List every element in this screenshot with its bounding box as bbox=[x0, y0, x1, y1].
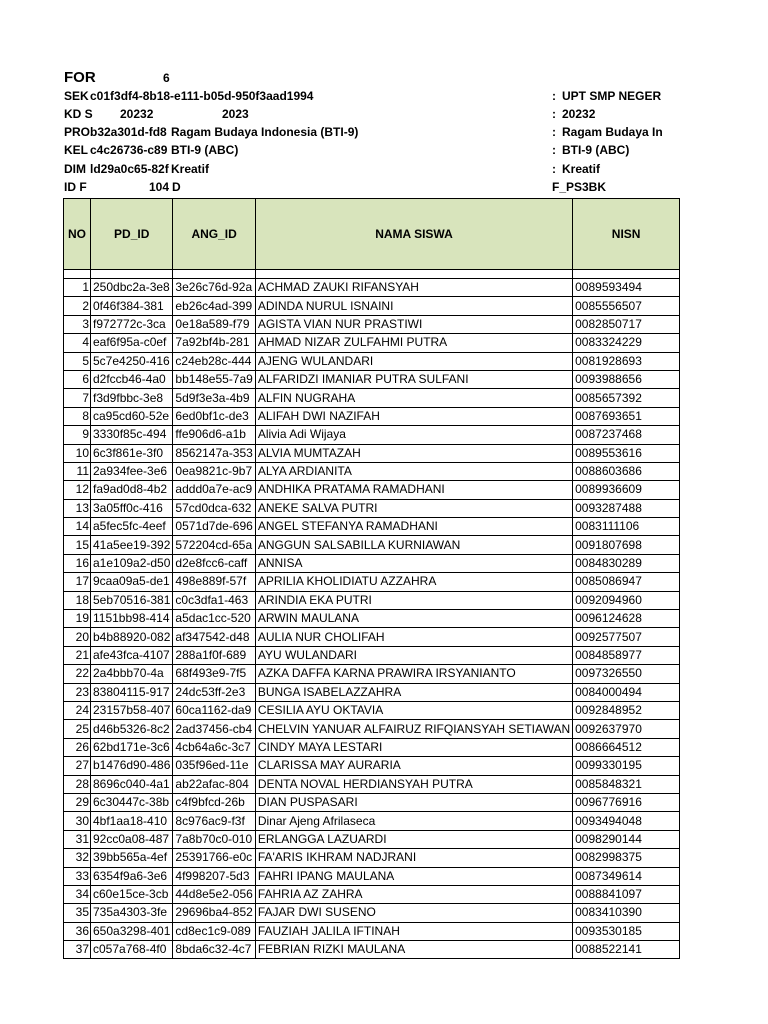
table-row bbox=[64, 941, 680, 959]
row-ang-id: 44d8e5e2-056 bbox=[173, 885, 255, 903]
table-row bbox=[64, 720, 680, 738]
row-no: 13 bbox=[64, 499, 91, 517]
row-pd-id: 5eb70516-381 bbox=[91, 591, 173, 609]
row-no: 20 bbox=[64, 628, 91, 646]
pro-colon: : bbox=[552, 125, 556, 139]
table-spacer-row bbox=[64, 270, 680, 279]
table-row bbox=[64, 297, 680, 315]
row-no: 8 bbox=[64, 407, 91, 425]
row-no: 7 bbox=[64, 389, 91, 407]
row-pd-id: 0f46f384-381 bbox=[91, 297, 173, 315]
pro-right-value: Ragam Budaya In bbox=[562, 125, 663, 139]
row-no: 9 bbox=[64, 426, 91, 444]
row-nisn: 0093988656 bbox=[573, 370, 680, 388]
row-pd-id: 62bd171e-3c6 bbox=[91, 738, 173, 756]
column-header-no: NO bbox=[64, 199, 91, 270]
row-no: 24 bbox=[64, 701, 91, 719]
row-nisn: 0082850717 bbox=[573, 315, 680, 333]
row-pd-id: 23157b58-407 bbox=[91, 701, 173, 719]
table-row bbox=[64, 646, 680, 664]
row-nama-siswa: ALFIN NUGRAHA bbox=[255, 389, 572, 407]
row-nisn: 0091807698 bbox=[573, 536, 680, 554]
table-row bbox=[64, 793, 680, 811]
row-pd-id: b1476d90-486 bbox=[91, 757, 173, 775]
row-no: 28 bbox=[64, 775, 91, 793]
row-nama-siswa: ARINDIA EKA PUTRI bbox=[255, 591, 572, 609]
row-nisn: 0082998375 bbox=[573, 849, 680, 867]
id-label: ID F bbox=[64, 180, 87, 194]
row-nama-siswa: AHMAD NIZAR ZULFAHMI PUTRA bbox=[255, 334, 572, 352]
row-pd-id: 2a4bbb70-4a bbox=[91, 665, 173, 683]
row-nama-siswa: ARWIN MAULANA bbox=[255, 610, 572, 628]
dim-name: Kreatif bbox=[171, 162, 210, 176]
row-no: 35 bbox=[64, 904, 91, 922]
table-row bbox=[64, 665, 680, 683]
kd-label: KD S bbox=[64, 107, 93, 121]
row-nama-siswa: ADINDA NURUL ISNAINI bbox=[255, 297, 572, 315]
dim-colon: : bbox=[552, 162, 556, 176]
row-nisn: 0089936609 bbox=[573, 481, 680, 499]
row-no: 12 bbox=[64, 481, 91, 499]
row-nama-siswa: AJENG WULANDARI bbox=[255, 352, 572, 370]
row-ang-id: 035f96ed-11e bbox=[173, 757, 255, 775]
row-ang-id: d2e8fcc6-caff bbox=[173, 554, 255, 572]
row-ang-id: eb26c4ad-399 bbox=[173, 297, 255, 315]
row-pd-id: d2fccb46-4a0 bbox=[91, 370, 173, 388]
row-nisn: 0093530185 bbox=[573, 922, 680, 940]
row-no: 16 bbox=[64, 554, 91, 572]
row-no: 30 bbox=[64, 812, 91, 830]
row-ang-id: 7a92bf4b-281 bbox=[173, 334, 255, 352]
row-nama-siswa: CESILIA AYU OKTAVIA bbox=[255, 701, 572, 719]
table-row bbox=[64, 812, 680, 830]
table-row bbox=[64, 444, 680, 462]
table-row bbox=[64, 518, 680, 536]
row-ang-id: 4cb64a6c-3c7 bbox=[173, 738, 255, 756]
row-ang-id: 0571d7de-696 bbox=[173, 518, 255, 536]
table-header-row bbox=[64, 199, 680, 270]
table-row bbox=[64, 885, 680, 903]
row-nama-siswa: FA'ARIS IKHRAM NADJRANI bbox=[255, 849, 572, 867]
row-nisn: 0084000494 bbox=[573, 683, 680, 701]
dim-label: DIM bbox=[64, 162, 86, 176]
row-nama-siswa: ALFARIDZI IMANIAR PUTRA SULFANI bbox=[255, 370, 572, 388]
row-nama-siswa: ERLANGGA LAZUARDI bbox=[255, 830, 572, 848]
row-pd-id: f972772c-3ca bbox=[91, 315, 173, 333]
row-pd-id: 5c7e4250-416 bbox=[91, 352, 173, 370]
row-pd-id: 250dbc2a-3e8 bbox=[91, 279, 173, 297]
row-ang-id: 24dc53ff-2e3 bbox=[173, 683, 255, 701]
row-no: 17 bbox=[64, 573, 91, 591]
row-nama-siswa: AULIA NUR CHOLIFAH bbox=[255, 628, 572, 646]
id-suffix: D bbox=[172, 180, 181, 194]
row-nisn: 0088522141 bbox=[573, 941, 680, 959]
table-row bbox=[64, 757, 680, 775]
sek-right-value: UPT SMP NEGER bbox=[562, 89, 662, 103]
table-row bbox=[64, 573, 680, 591]
row-nama-siswa: Dinar Ajeng Afrilaseca bbox=[255, 812, 572, 830]
row-nama-siswa: ANGGUN SALSABILLA KURNIAWAN bbox=[255, 536, 572, 554]
row-nisn: 0081928693 bbox=[573, 352, 680, 370]
pro-name: Ragam Budaya Indonesia (BTI-9) bbox=[171, 125, 359, 139]
row-no: 4 bbox=[64, 334, 91, 352]
row-pd-id: a1e109a2-d50 bbox=[91, 554, 173, 572]
row-ang-id: c4f9bfcd-26b bbox=[173, 793, 255, 811]
row-ang-id: 68f493e9-7f5 bbox=[173, 665, 255, 683]
table-row bbox=[64, 830, 680, 848]
row-ang-id: 5d9f3e3a-4b9 bbox=[173, 389, 255, 407]
row-nama-siswa: CLARISSA MAY AURARIA bbox=[255, 757, 572, 775]
table-row bbox=[64, 426, 680, 444]
row-nama-siswa: APRILIA KHOLIDIATU AZZAHRA bbox=[255, 573, 572, 591]
table-row bbox=[64, 554, 680, 572]
table-row bbox=[64, 701, 680, 719]
row-no: 19 bbox=[64, 610, 91, 628]
row-nama-siswa: ALYA ARDIANITA bbox=[255, 462, 572, 480]
row-pd-id: 6354f9a6-3e6 bbox=[91, 867, 173, 885]
table-row bbox=[64, 279, 680, 297]
row-nama-siswa: Alivia Adi Wijaya bbox=[255, 426, 572, 444]
row-ang-id: ab22afac-804 bbox=[173, 775, 255, 793]
row-nama-siswa: CHELVIN YANUAR ALFAIRUZ RIFQIANSYAH SETIAWAN bbox=[255, 720, 572, 738]
row-ang-id: 498e889f-57f bbox=[173, 573, 255, 591]
pro-label: PRO. bbox=[64, 125, 94, 139]
sek-colon: : bbox=[552, 89, 556, 103]
row-ang-id: 0ea9821c-9b7 bbox=[173, 462, 255, 480]
row-nama-siswa: FAUZIAH JALILA IFTINAH bbox=[255, 922, 572, 940]
row-nisn: 0084830289 bbox=[573, 554, 680, 572]
row-ang-id: 8562147a-353 bbox=[173, 444, 255, 462]
row-no: 23 bbox=[64, 683, 91, 701]
row-nisn: 0087693651 bbox=[573, 407, 680, 425]
column-header-nisn: NISN bbox=[573, 199, 680, 270]
student-table bbox=[63, 198, 680, 959]
row-pd-id: 39bb565a-4ef bbox=[91, 849, 173, 867]
row-no: 18 bbox=[64, 591, 91, 609]
row-no: 5 bbox=[64, 352, 91, 370]
table-body bbox=[64, 270, 680, 959]
row-pd-id: 3330f85c-494 bbox=[91, 426, 173, 444]
id-right-value: F_PS3BK bbox=[552, 180, 607, 194]
row-pd-id: 650a3298-401 bbox=[91, 922, 173, 940]
row-nisn: 0085657392 bbox=[573, 389, 680, 407]
table-row bbox=[64, 370, 680, 388]
row-no: 21 bbox=[64, 646, 91, 664]
row-nisn: 0083324229 bbox=[573, 334, 680, 352]
table-row bbox=[64, 334, 680, 352]
row-nama-siswa: ANNISA bbox=[255, 554, 572, 572]
row-ang-id: 6ed0bf1c-de3 bbox=[173, 407, 255, 425]
row-nama-siswa: ANEKE SALVA PUTRI bbox=[255, 499, 572, 517]
row-no: 14 bbox=[64, 518, 91, 536]
kd-colon: : bbox=[552, 107, 556, 121]
row-no: 6 bbox=[64, 370, 91, 388]
row-ang-id: 288a1f0f-689 bbox=[173, 646, 255, 664]
row-nisn: 0099330195 bbox=[573, 757, 680, 775]
row-nama-siswa: DIAN PUSPASARI bbox=[255, 793, 572, 811]
row-no: 32 bbox=[64, 849, 91, 867]
row-pd-id: 4bf1aa18-410 bbox=[91, 812, 173, 830]
row-nisn: 0089553616 bbox=[573, 444, 680, 462]
row-nisn: 0096124628 bbox=[573, 610, 680, 628]
table-row bbox=[64, 904, 680, 922]
row-pd-id: afe43fca-4107 bbox=[91, 646, 173, 664]
row-pd-id: b4b88920-082 bbox=[91, 628, 173, 646]
table-row bbox=[64, 738, 680, 756]
row-nisn: 0092094960 bbox=[573, 591, 680, 609]
row-nisn: 0092637970 bbox=[573, 720, 680, 738]
row-ang-id: 60ca1162-da9 bbox=[173, 701, 255, 719]
row-no: 11 bbox=[64, 462, 91, 480]
table-row bbox=[64, 628, 680, 646]
row-ang-id: af347542-d48 bbox=[173, 628, 255, 646]
row-ang-id: 4f998207-5d3 bbox=[173, 867, 255, 885]
row-ang-id: 57cd0dca-632 bbox=[173, 499, 255, 517]
kd-right-value: 20232 bbox=[562, 107, 596, 121]
row-nisn: 0098290144 bbox=[573, 830, 680, 848]
row-pd-id: 92cc0a08-487 bbox=[91, 830, 173, 848]
row-no: 37 bbox=[64, 941, 91, 959]
row-ang-id: 8bda6c32-4c7 bbox=[173, 941, 255, 959]
table-row bbox=[64, 610, 680, 628]
row-nama-siswa: ANGEL STEFANYA RAMADHANI bbox=[255, 518, 572, 536]
row-ang-id: 25391766-e0c bbox=[173, 849, 255, 867]
row-pd-id: 735a4303-3fe bbox=[91, 904, 173, 922]
row-pd-id: d46b5326-8c2 bbox=[91, 720, 173, 738]
table-row bbox=[64, 867, 680, 885]
table-row bbox=[64, 683, 680, 701]
row-ang-id: 2ad37456-cb4 bbox=[173, 720, 255, 738]
row-no: 27 bbox=[64, 757, 91, 775]
row-nisn: 0083111106 bbox=[573, 518, 680, 536]
row-pd-id: 2a934fee-3e6 bbox=[91, 462, 173, 480]
row-nisn: 0088841097 bbox=[573, 885, 680, 903]
dim-value: ld29a0c65-82f bbox=[90, 162, 169, 176]
row-ang-id: cd8ec1c9-089 bbox=[173, 922, 255, 940]
table-row bbox=[64, 462, 680, 480]
row-nama-siswa: ALVIA MUMTAZAH bbox=[255, 444, 572, 462]
row-no: 2 bbox=[64, 297, 91, 315]
row-nisn: 0086664512 bbox=[573, 738, 680, 756]
row-pd-id: eaf6f95a-c0ef bbox=[91, 334, 173, 352]
row-pd-id: c057a768-4f0 bbox=[91, 941, 173, 959]
row-no: 31 bbox=[64, 830, 91, 848]
row-ang-id: 3e26c76d-92a bbox=[173, 279, 255, 297]
row-ang-id: 7a8b70c0-010 bbox=[173, 830, 255, 848]
row-nama-siswa: AYU WULANDARI bbox=[255, 646, 572, 664]
table-row bbox=[64, 499, 680, 517]
column-header-ang-id: ANG_ID bbox=[173, 199, 255, 270]
row-nama-siswa: FAHRIA AZ ZAHRA bbox=[255, 885, 572, 903]
row-nisn: 0083410390 bbox=[573, 904, 680, 922]
row-nisn: 0085848321 bbox=[573, 775, 680, 793]
kel-colon: : bbox=[552, 143, 556, 157]
row-pd-id: 6c3f861e-3f0 bbox=[91, 444, 173, 462]
row-ang-id: 572204cd-65a bbox=[173, 536, 255, 554]
table-row bbox=[64, 922, 680, 940]
table-row bbox=[64, 849, 680, 867]
row-ang-id: 0e18a589-f79 bbox=[173, 315, 255, 333]
row-ang-id: 29696ba4-852 bbox=[173, 904, 255, 922]
kd-value-1: 20232 bbox=[120, 107, 154, 121]
row-pd-id: 1151bb98-414 bbox=[91, 610, 173, 628]
row-pd-id: ca95cd60-52e bbox=[91, 407, 173, 425]
row-ang-id: c0c3dfa1-463 bbox=[173, 591, 255, 609]
row-nisn: 0089593494 bbox=[573, 279, 680, 297]
row-nisn: 0087349614 bbox=[573, 867, 680, 885]
row-nama-siswa: BUNGA ISABELAZZAHRA bbox=[255, 683, 572, 701]
table-row bbox=[64, 315, 680, 333]
row-nisn: 0093494048 bbox=[573, 812, 680, 830]
table-row bbox=[64, 352, 680, 370]
row-ang-id: c24eb28c-444 bbox=[173, 352, 255, 370]
row-ang-id: addd0a7e-ac9 bbox=[173, 481, 255, 499]
row-nama-siswa: ANDHIKA PRATAMA RAMADHANI bbox=[255, 481, 572, 499]
row-no: 26 bbox=[64, 738, 91, 756]
row-ang-id: bb148e55-7a9 bbox=[173, 370, 255, 388]
row-ang-id: ffe906d6-a1b bbox=[173, 426, 255, 444]
row-no: 1 bbox=[64, 279, 91, 297]
table-row bbox=[64, 481, 680, 499]
row-no: 25 bbox=[64, 720, 91, 738]
row-pd-id: 9caa09a5-de1 bbox=[91, 573, 173, 591]
row-pd-id: 83804115-917 bbox=[91, 683, 173, 701]
row-nisn: 0084858977 bbox=[573, 646, 680, 664]
form-number: 6 bbox=[163, 71, 170, 85]
sek-label: SEK bbox=[64, 89, 89, 103]
row-pd-id: 6c30447c-38b bbox=[91, 793, 173, 811]
row-ang-id: 8c976ac9-f3f bbox=[173, 812, 255, 830]
id-value: 104 bbox=[149, 180, 170, 194]
row-no: 22 bbox=[64, 665, 91, 683]
row-no: 36 bbox=[64, 922, 91, 940]
row-nisn: 0087237468 bbox=[573, 426, 680, 444]
row-nama-siswa: AZKA DAFFA KARNA PRAWIRA IRSYANIANTO bbox=[255, 665, 572, 683]
row-no: 33 bbox=[64, 867, 91, 885]
row-nisn: 0085086947 bbox=[573, 573, 680, 591]
row-pd-id: c60e15ce-3cb bbox=[91, 885, 173, 903]
row-no: 15 bbox=[64, 536, 91, 554]
kel-value: c4c26736-c89 bbox=[90, 143, 168, 157]
row-no: 34 bbox=[64, 885, 91, 903]
row-pd-id: 8696c040-4a1 bbox=[91, 775, 173, 793]
row-no: 10 bbox=[64, 444, 91, 462]
row-pd-id: a5fec5fc-4eef bbox=[91, 518, 173, 536]
pro-value: b32a301d-fd8 bbox=[90, 125, 167, 139]
row-nama-siswa: FAHRI IPANG MAULANA bbox=[255, 867, 572, 885]
row-nisn: 0092577507 bbox=[573, 628, 680, 646]
row-pd-id: 3a05ff0c-416 bbox=[91, 499, 173, 517]
dim-right-value: Kreatif bbox=[562, 162, 601, 176]
kel-right-value: BTI-9 (ABC) bbox=[562, 143, 630, 157]
row-nama-siswa: CINDY MAYA LESTARI bbox=[255, 738, 572, 756]
table-row bbox=[64, 536, 680, 554]
kel-name: BTI-9 (ABC) bbox=[171, 143, 239, 157]
row-nama-siswa: FAJAR DWI SUSENO bbox=[255, 904, 572, 922]
row-nama-siswa: FEBRIAN RIZKI MAULANA bbox=[255, 941, 572, 959]
row-nama-siswa: DENTA NOVAL HERDIANSYAH PUTRA bbox=[255, 775, 572, 793]
table-row bbox=[64, 775, 680, 793]
row-no: 29 bbox=[64, 793, 91, 811]
column-header-nama-siswa: NAMA SISWA bbox=[255, 199, 572, 270]
row-no: 3 bbox=[64, 315, 91, 333]
sek-value: c01f3df4-8b18-e111-b05d-950f3aad1994 bbox=[90, 89, 314, 103]
row-nisn: 0093287488 bbox=[573, 499, 680, 517]
kd-value-2: 2023 bbox=[222, 107, 249, 121]
row-nisn: 0097326550 bbox=[573, 665, 680, 683]
row-pd-id: 41a5ee19-392 bbox=[91, 536, 173, 554]
column-header-pd-id: PD_ID bbox=[91, 199, 173, 270]
row-nisn: 0088603686 bbox=[573, 462, 680, 480]
row-nisn: 0092848952 bbox=[573, 701, 680, 719]
row-ang-id: a5dac1cc-520 bbox=[173, 610, 255, 628]
table-row bbox=[64, 407, 680, 425]
table-row bbox=[64, 591, 680, 609]
form-title: FOR bbox=[64, 69, 96, 86]
row-nama-siswa: AGISTA VIAN NUR PRASTIWI bbox=[255, 315, 572, 333]
kel-label: KEL bbox=[64, 143, 88, 157]
table-row bbox=[64, 389, 680, 407]
row-pd-id: f3d9fbbc-3e8 bbox=[91, 389, 173, 407]
row-nama-siswa: ALIFAH DWI NAZIFAH bbox=[255, 407, 572, 425]
row-nisn: 0096776916 bbox=[573, 793, 680, 811]
row-nama-siswa: ACHMAD ZAUKI RIFANSYAH bbox=[255, 279, 572, 297]
row-pd-id: fa9ad0d8-4b2 bbox=[91, 481, 173, 499]
row-nisn: 0085556507 bbox=[573, 297, 680, 315]
